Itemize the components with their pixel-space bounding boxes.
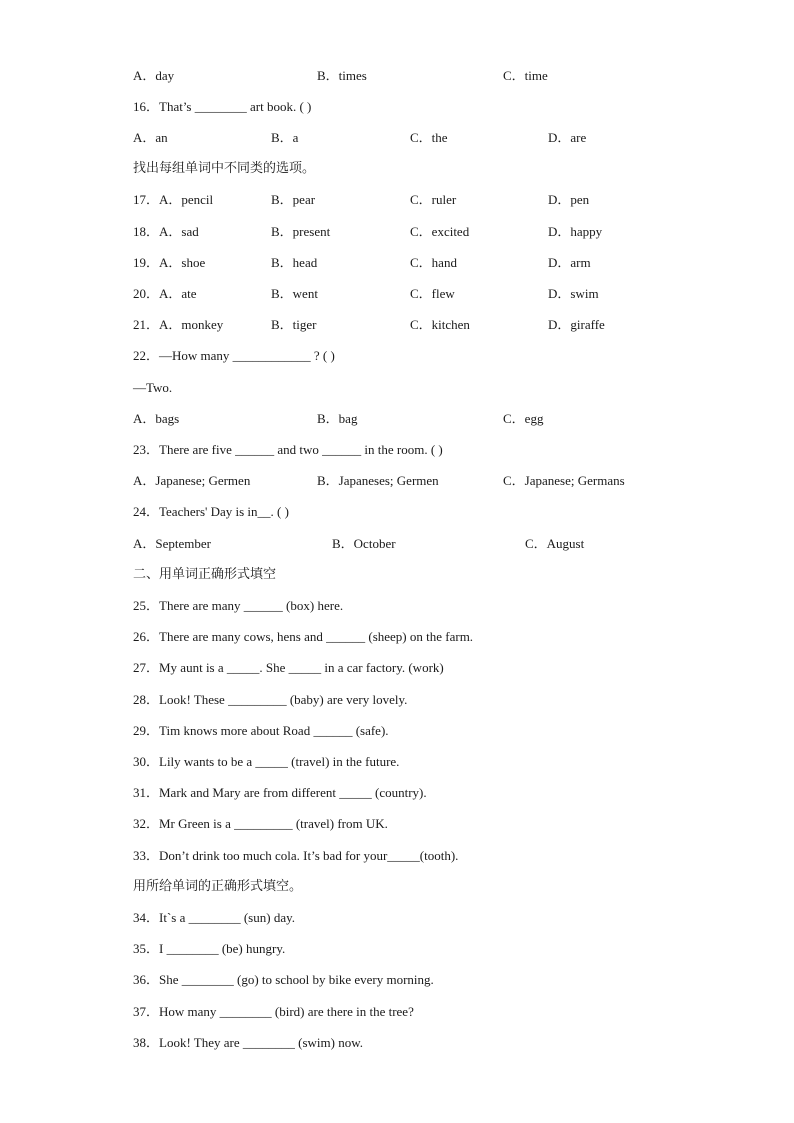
q24-option-b: B．October (332, 536, 396, 551)
q18-option-c: C．excited (410, 224, 470, 239)
q24-options (133, 535, 693, 553)
q22-option-c: C．egg (503, 411, 544, 426)
q24-option-a: A．September (133, 536, 211, 551)
q16-option-c: C．the (410, 130, 448, 145)
q17-option-c: C．ruler (410, 192, 457, 207)
q26: 26．There are many cows, hens and ______ (sheep) on the farm. (133, 629, 474, 644)
q17-option-a: 17．A．pencil (133, 192, 214, 207)
q31: 31．Mark and Mary are from different _____ (country). (133, 785, 427, 800)
q29: 29．Tim knows more about Road ______ (safe). (133, 723, 389, 738)
q34: 34．It`s a ________ (sun) day. (133, 910, 295, 925)
section-three-title: 用所给单词的正确形式填空。 (133, 879, 303, 894)
q19-option-d: D．arm (548, 255, 591, 270)
q22-answer: —Two. (133, 380, 173, 395)
q16-stem: 16．That’s ________ art book. ( ) (133, 99, 312, 114)
q33: 33．Don’t drink too much cola. It’s bad for your_____(tooth). (133, 848, 459, 863)
q17-option-d: D．pen (548, 192, 590, 207)
q21-option-c: C．kitchen (410, 317, 470, 332)
q19-option-b: B．head (271, 255, 318, 270)
q32: 32．Mr Green is a _________ (travel) from UK. (133, 816, 388, 831)
q19-option-c: C．hand (410, 255, 457, 270)
q20-option-d: D．swim (548, 286, 599, 301)
q15-option-b: B．times (317, 68, 367, 83)
q21-row (133, 316, 693, 334)
q17-option-b: B．pear (271, 192, 316, 207)
q23-stem: 23．There are five ______ and two ______ in the room. ( ) (133, 442, 443, 457)
q25: 25．There are many ______ (box) here. (133, 598, 344, 613)
q19-row (133, 254, 693, 272)
q16-option-d: D．are (548, 130, 587, 145)
q18-option-a: 18．A．sad (133, 224, 199, 239)
q18-option-b: B．present (271, 224, 331, 239)
q21-option-b: B．tiger (271, 317, 317, 332)
q18-row (133, 223, 693, 241)
q16-option-a: A．an (133, 130, 168, 145)
q22-option-b: B．bag (317, 411, 358, 426)
q28: 28．Look! These _________ (baby) are very lovely. (133, 692, 408, 707)
q30: 30．Lily wants to be a _____ (travel) in the future. (133, 754, 400, 769)
q23-options (133, 472, 693, 490)
q38: 38．Look! They are ________ (swim) now. (133, 1035, 363, 1050)
q22-option-a: A．bags (133, 411, 180, 426)
q24-stem: 24．Teachers' Day is in__. ( ) (133, 504, 289, 519)
q20-option-b: B．went (271, 286, 318, 301)
q20-option-c: C．flew (410, 286, 455, 301)
section-odd-one-out-title: 找出每组单词中不同类的选项。 (133, 161, 316, 176)
q23-option-a: A．Japanese; Germen (133, 473, 251, 488)
q19-option-a: 19．A．shoe (133, 255, 206, 270)
q20-row (133, 285, 693, 303)
q21-option-d: D．giraffe (548, 317, 605, 332)
q22-stem: 22．—How many ____________ ? ( ) (133, 348, 335, 363)
q24-option-c: C．August (525, 536, 585, 551)
q27: 27．My aunt is a _____. She _____ in a car factory. (work) (133, 660, 444, 675)
q17-row (133, 191, 693, 209)
q22-options (133, 410, 693, 428)
q15-options (133, 67, 693, 85)
q36: 36．She ________ (go) to school by bike every morning. (133, 972, 434, 987)
q15-option-c: C．time (503, 68, 548, 83)
q18-option-d: D．happy (548, 224, 603, 239)
q20-option-a: 20．A．ate (133, 286, 197, 301)
q15-option-a: A．day (133, 68, 175, 83)
q37: 37．How many ________ (bird) are there in the tree? (133, 1004, 414, 1019)
q21-option-a: 21．A．monkey (133, 317, 224, 332)
q16-option-b: B．a (271, 130, 299, 145)
q23-option-b: B．Japaneses; Germen (317, 473, 439, 488)
q35: 35．I ________ (be) hungry. (133, 941, 286, 956)
section-two-title: 二、用单词正确形式填空 (133, 567, 277, 582)
q23-option-c: C．Japanese; Germans (503, 473, 625, 488)
q16-options (133, 129, 693, 147)
